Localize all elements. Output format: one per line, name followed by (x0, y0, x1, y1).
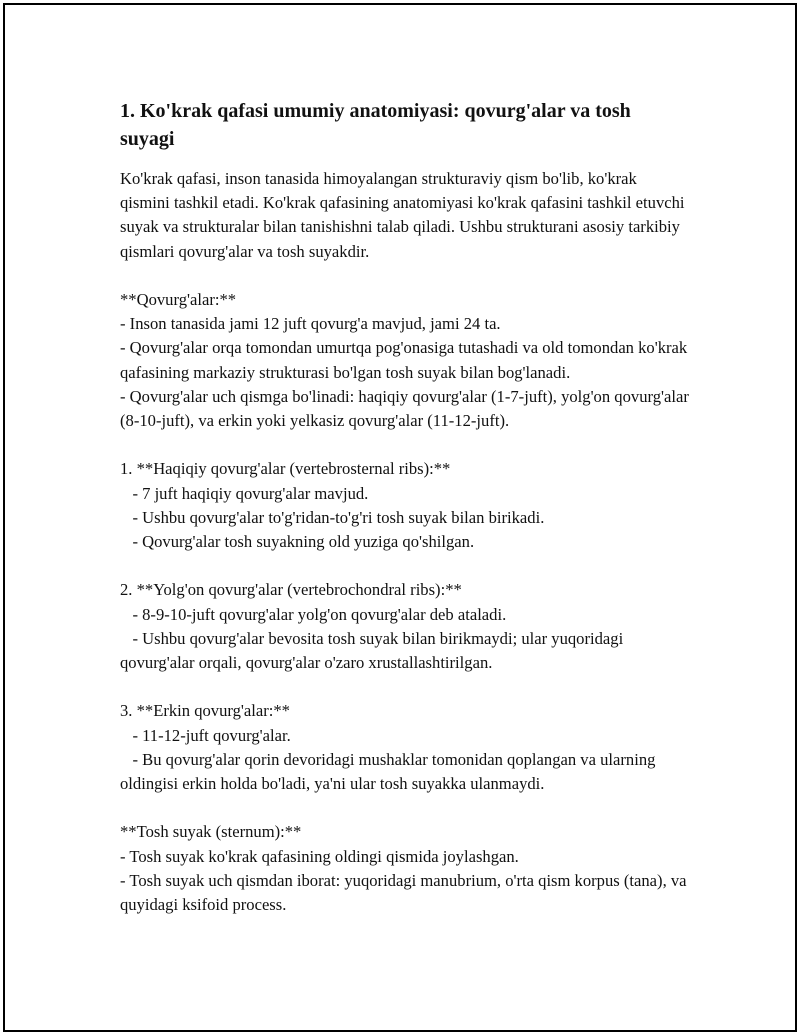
document-content (120, 97, 690, 917)
document-page (3, 3, 797, 1032)
document-title: 1. Ko'krak qafasi umumiy anatomiyasi: qovurg'alar va tosh suyagi (120, 100, 631, 150)
document-body: Ko'krak qafasi, inson tanasida himoyalangan strukturaviy qism bo'lib, ko'krak qismini tashkil etadi. Ko'krak qafasining anatomiyasi ko'krak qafasini tashkil etuvchi suyak va strukturalar bilan tanishishni talab qiladi. Ushbu strukturani asosiy tarkibiy qismlari qovurg'alar va tosh suyakdir. **Qovurg'alar:** - Inson tanasida jami 12 juft qovurg'a mavjud, jami 24 ta. - Qovurg'alar orqa tomondan umurtqa pog'onasiga tutashadi va old tomondan ko'krak qafasining markaziy strukturasi bo'lgan tosh suyak bilan bog'lanadi. - Qovurg'alar uch qismga bo'linadi: haqiqiy qovurg'alar (1-7-juft), yolg'on qovurg'alar (8-10-juft), va erkin yoki yelkasiz qovurg'alar (11-12-juft). 1. **Haqiqiy qovurg'alar (vertebrosternal ribs):** - 7 juft haqiqiy qovurg'alar mavjud. - Ushbu qovurg'alar to'g'ridan-to'g'ri tosh suyak bilan birikadi. - Qovurg'alar tosh suyakning old yuziga qo'shilgan. 2. **Yolg'on qovurg'alar (vertebrochondral ribs):** - 8-9-10-juft qovurg'alar yolg'on qovurg'alar deb ataladi. - Ushbu qovurg'alar bevosita tosh suyak bilan birikmaydi; ular yuqoridagi qovurg'alar orqali, qovurg'alar o'zaro xrustallashtirilgan. 3. **Erkin qovurg'alar:** - 11-12-juft qovurg'alar. - Bu qovurg'alar qorin devoridagi mushaklar tomonidan qoplangan va ularning oldingisi erkin holda bo'ladi, ya'ni ular tosh suyakka ulanmaydi. **Tosh suyak (sternum):** - Tosh suyak ko'krak qafasining oldingi qismida joylashgan. - Tosh suyak uch qismdan iborat: yuqoridagi manubrium, o'rta qism korpus (tana), va quyidagi ksifoid process. (120, 169, 689, 915)
